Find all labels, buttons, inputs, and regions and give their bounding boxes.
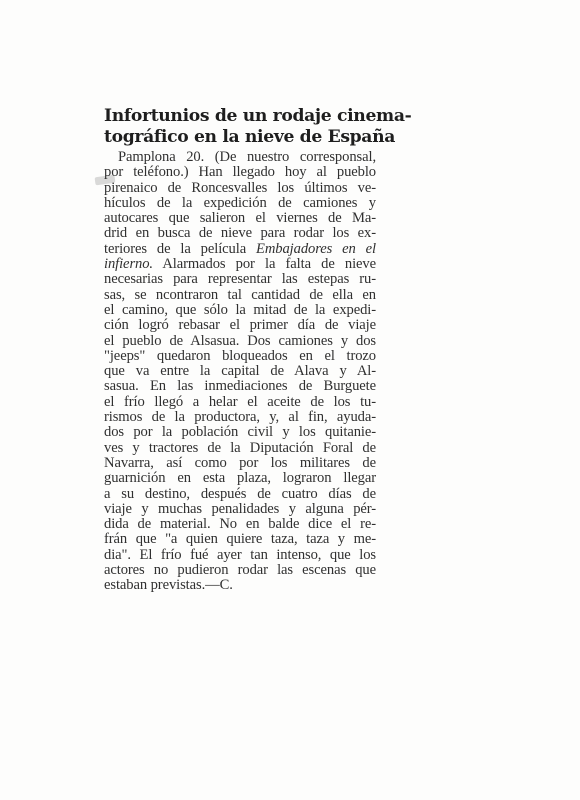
body-line: que va entre la capital de Alava y Al- bbox=[104, 363, 376, 380]
film-title: Embajadores en el bbox=[256, 240, 376, 257]
body-line: dos por la población civil y los quitanie- bbox=[104, 424, 376, 441]
body-line: viaje y muchas penalidades y alguna pér- bbox=[104, 500, 376, 517]
headline-line: Infortunios de un rodaje cinema- bbox=[104, 106, 412, 126]
body-line: dia". El frío fué ayer tan intenso, que los bbox=[104, 546, 376, 563]
body-line: rismos de la productora, y, al fin, ayuda- bbox=[104, 409, 376, 426]
body-line: el pueblo de Alsasua. Dos camiones y dos bbox=[104, 332, 376, 349]
body-line: drid en busca de nieve para rodar los ex- bbox=[104, 225, 376, 242]
body-line: "jeeps" quedaron bloqueados en el trozo bbox=[104, 347, 376, 364]
body-line: autocares que salieron el viernes de Ma- bbox=[104, 210, 376, 227]
body-line-with-film-title bbox=[104, 242, 376, 257]
body-line-text: teriores de la película bbox=[104, 240, 247, 257]
article-headline bbox=[104, 106, 412, 148]
film-title-continued: infierno. bbox=[104, 256, 153, 273]
body-line: sasua. En las inmediaciones de Burguete bbox=[104, 378, 376, 395]
body-line: por teléfono.) Han llegado hoy al pueblo bbox=[104, 164, 376, 181]
body-line: pirenaico de Roncesvalles los últimos ve- bbox=[104, 179, 376, 196]
body-line-with-film-title bbox=[104, 257, 376, 272]
body-line: guarnición en esta plaza, lograron llegar bbox=[104, 470, 376, 487]
headline-line: tográfico en la nieve de España bbox=[104, 127, 396, 147]
body-line-text: Alarmados por la falta de nieve bbox=[152, 256, 376, 273]
body-line: necesarias para representar las estepas ru- bbox=[104, 271, 376, 288]
body-line: ves y tractores de la Diputación Foral de bbox=[104, 439, 376, 456]
body-line: Pamplona 20. (De nuestro corresponsal, bbox=[118, 149, 376, 165]
article-body bbox=[104, 150, 376, 594]
body-line: actores no pudieron rodar las escenas que bbox=[104, 562, 376, 579]
body-line: frán que "a quien quiere taza, taza y me- bbox=[104, 531, 376, 548]
body-line: dida de material. No en balde dice el re- bbox=[104, 516, 376, 533]
body-line: a su destino, después de cuatro días de bbox=[104, 485, 376, 502]
body-line: hículos de la expedición de camiones y bbox=[104, 194, 376, 211]
body-line-signature: estaban previstas.—C. bbox=[104, 577, 233, 594]
body-line: el camino, que sólo la mitad de la expedi- bbox=[104, 301, 376, 318]
newspaper-clipping bbox=[104, 106, 412, 594]
body-line: Navarra, así como por los militares de bbox=[104, 454, 376, 471]
body-line: ción logró rebasar el primer día de viaje bbox=[104, 317, 376, 334]
body-line: el frío llegó a helar el aceite de los tu- bbox=[104, 393, 376, 410]
body-line: sas, se ncontraron tal cantidad de ella en bbox=[104, 286, 376, 303]
